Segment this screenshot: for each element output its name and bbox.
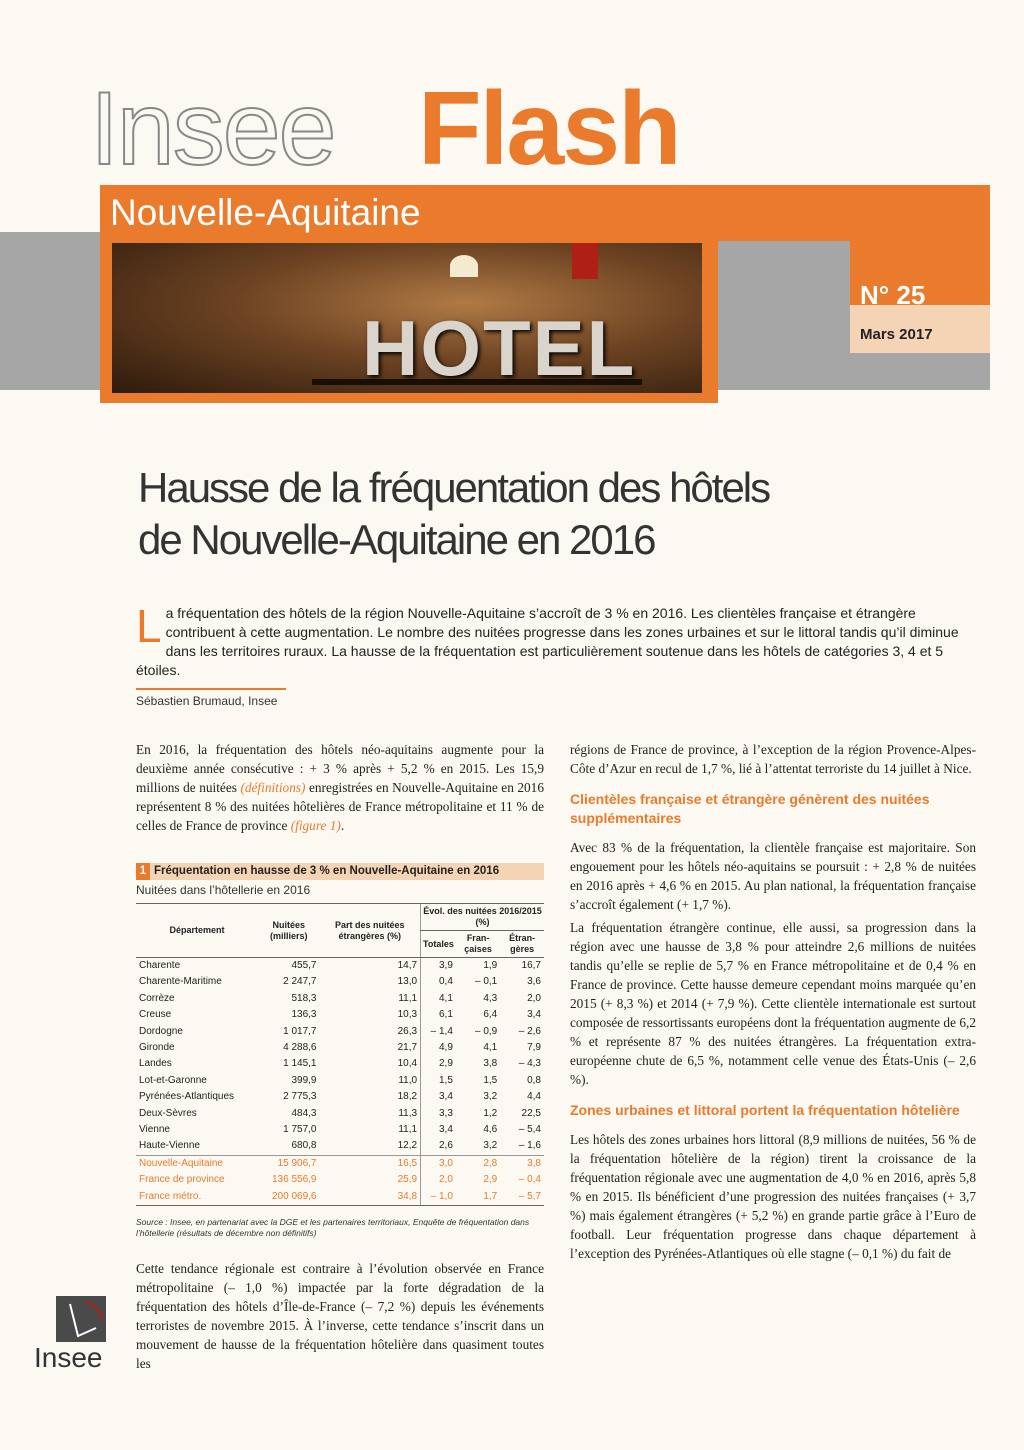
table-cell: 3,4 — [421, 1122, 456, 1138]
insee-logo-icon — [56, 1296, 106, 1342]
table-row — [136, 1040, 544, 1056]
table-cell-dept: Vienne — [139, 1124, 170, 1136]
table-cell: 4,4 — [527, 1091, 541, 1103]
author: Sébastien Brumaud, Insee — [136, 694, 278, 708]
col-header-francaises: Fran-çaises — [456, 931, 500, 958]
paragraph: Avec 83 % de la fréquentation, la clientèle française est majoritaire. Son engouement pour les hôtels néo-aquitains se poursuit : + 2,8 % de nuitées en 2016 après + 4,6 % en 2015. Au plan national, la fréquentation française s’accroît également (+ 1,7 %). — [570, 840, 976, 912]
paragraph: Les hôtels des zones urbaines hors littoral (8,9 millions de nuitées, 56 % de la fréquentation hôtelière de la région) tirent la croissance de la fréquentation régionale avec une augmentation de 4,0 % en 2016, après 5,8 % en 2015. Ils bénéficient d’une progression des nuitées françaises (+ 3,7 %) mais également étrangères (+ 5,2 %) en grande partie grâce à l’Euro de football. Leur fréquentation progresse dans chaque département à l’exception des Pyrénées-Atlantiques où elle stagne (– 0,1 %) du fait de — [570, 1132, 976, 1261]
figure-subtitle: Nuitées dans l’hôtellerie en 2016 — [136, 883, 311, 897]
table-row — [136, 1089, 544, 1105]
table-cell: 1 757,0 — [283, 1124, 317, 1136]
table-cell: 1,9 — [483, 960, 498, 971]
table-cell-dept: France de province — [139, 1174, 225, 1186]
table-cell: – 1,0 — [421, 1189, 456, 1206]
table-cell: 0,4 — [421, 974, 456, 990]
table-cell: 4,3 — [483, 992, 498, 1004]
table-cell: 2,0 — [421, 1172, 456, 1188]
table-row — [136, 1024, 544, 1040]
table-cell: 399,9 — [291, 1074, 317, 1086]
table-cell: – 5,7 — [500, 1189, 544, 1206]
table-cell: 22,5 — [521, 1107, 541, 1119]
table-cell: – 1,4 — [421, 1024, 456, 1040]
intro-dropcap: L — [136, 600, 162, 652]
issue-number: N° 25 — [860, 280, 926, 310]
paragraph: La fréquentation étrangère continue, elle aussi, sa progression dans la région avec une hausse de 3,8 % pour atteindre 2,6 millions de nuitées tandis qu’elle se replie de 5,7 % en France métropolitaine et de 0,4 % en France de province. Cette hausse demeure cependant moins marquée qu’en 2015 (+ 8,3 %) et 2014 (+ 7,9 %). Cette clientèle internationale est surtout composée de ressortissants européens dont la fréquentation augmente de 6,2 % et représente 87 % des nuitées étrangères. La fréquentation extra-européenne chute de 6,5 %, notamment celle venue des États-Unis (– 2,6 %). — [570, 920, 976, 1087]
table-cell: 4 288,6 — [283, 1042, 317, 1054]
table-cell: 2,9 — [483, 1174, 498, 1186]
photo-hotel-sign: HOTEL — [362, 304, 637, 392]
table-cell-dept: Creuse — [139, 1009, 172, 1021]
brand-insee: Insee — [90, 71, 335, 187]
table-cell: 2 775,3 — [283, 1091, 317, 1103]
table-cell: – 4,3 — [518, 1058, 541, 1070]
table-cell: 14,7 — [397, 960, 418, 971]
intro-divider — [136, 688, 286, 690]
table-cell: 3,9 — [421, 958, 456, 975]
table-cell: 11,3 — [398, 1107, 418, 1119]
table-cell: 3,6 — [527, 976, 541, 988]
title-line-2: de Nouvelle-Aquitaine en 2016 — [138, 516, 655, 563]
figure-1-link[interactable]: (figure 1) — [290, 818, 341, 833]
red-lamp-icon — [572, 243, 598, 279]
table-cell: 2,0 — [527, 992, 541, 1004]
table-cell: 1,5 — [421, 1073, 456, 1089]
table-cell: 1,2 — [483, 1107, 498, 1119]
col-header-dept: Département — [136, 904, 258, 958]
table-cell: 10,4 — [397, 1058, 418, 1070]
table-cell: 455,7 — [291, 960, 317, 971]
table-cell-dept: Gironde — [139, 1042, 175, 1054]
section-heading-zones: Zones urbaines et littoral portent la fréquentation hôtelière — [570, 1102, 960, 1118]
col-header-totales: Totales — [421, 931, 456, 958]
col-header-etrangeres: Étran-gères — [500, 931, 544, 958]
table-row — [136, 1007, 544, 1023]
title-line-1: Hausse de la fréquentation des hôtels — [138, 464, 770, 511]
right-column — [570, 740, 976, 1267]
table-cell: 15 906,7 — [258, 1155, 320, 1172]
region-name: Nouvelle-Aquitaine — [110, 192, 421, 233]
figure-source: Source : Insee, en partenariat avec la DGE et les partenaires territoriaux, Enquête de fréquentation dans l’hôtellerie (résultats de décembre non définitifs) — [136, 1217, 530, 1238]
brand-flash: Flash — [418, 71, 680, 187]
table-cell: 1 145,1 — [283, 1058, 317, 1070]
table-cell: 4,6 — [483, 1124, 498, 1136]
table-cell: 26,3 — [397, 1025, 418, 1037]
table-cell: 680,8 — [291, 1140, 317, 1152]
table-cell: 10,3 — [397, 1009, 418, 1021]
table-cell: – 0,4 — [518, 1174, 541, 1186]
left-column-top — [136, 740, 544, 839]
table-cell: 18,2 — [397, 1091, 418, 1103]
table-cell: 34,8 — [320, 1189, 421, 1206]
table-cell: 2 247,7 — [283, 976, 317, 988]
table-cell: 1,5 — [483, 1074, 498, 1086]
col-header-part: Part des nuitées étrangères (%) — [320, 904, 421, 958]
table-row — [136, 1189, 544, 1206]
figure-title-text: Fréquentation en hausse de 3 % en Nouvelle-Aquitaine en 2016 — [154, 865, 500, 877]
intro-paragraph — [136, 600, 972, 680]
hotel-photo — [112, 243, 702, 393]
table-cell: 3,3 — [421, 1106, 456, 1122]
table-cell: 136 556,9 — [272, 1174, 317, 1186]
table-cell-dept: Pyrénées-Atlantiques — [139, 1091, 235, 1103]
table-cell: 484,3 — [291, 1107, 317, 1119]
table-cell-dept: Charente — [139, 960, 181, 971]
text-segment: enregistrées en Nouvelle-Aquitaine en 2016 représentent 8 % des nuitées hôtelières de France métropolitaine et 11 % de celles de France de province — [136, 780, 544, 833]
table-cell: 13,0 — [397, 976, 418, 988]
table-row — [136, 974, 544, 990]
table-cell: 0,8 — [527, 1074, 541, 1086]
table-cell: 11,1 — [398, 1124, 418, 1136]
table-row — [136, 1056, 544, 1072]
section-heading-clienteles: Clientèles française et étrangère génèrent des nuitées supplémentaires — [570, 791, 930, 826]
table-cell: 4,9 — [421, 1040, 456, 1056]
left-column-bottom — [136, 1259, 544, 1377]
table-cell: 518,3 — [291, 992, 317, 1004]
table-row — [136, 1138, 544, 1155]
lamp-icon — [450, 255, 478, 277]
table-row — [136, 1155, 544, 1172]
table-cell: 7,9 — [527, 1042, 541, 1054]
table-cell: 3,2 — [483, 1091, 498, 1103]
table-cell-dept: Charente-Maritime — [139, 976, 222, 988]
figure-number: 1 — [136, 863, 150, 880]
table-row — [136, 991, 544, 1007]
table-cell: – 0,1 — [475, 976, 498, 988]
table-cell: 3,4 — [527, 1009, 541, 1021]
table-cell: 200 069,6 — [258, 1189, 320, 1206]
table-cell: 11,1 — [398, 992, 418, 1004]
table-cell-dept: Haute-Vienne — [139, 1140, 200, 1152]
table-cell: 3,2 — [483, 1140, 498, 1152]
text-segment: . — [340, 818, 345, 833]
table-cell: 16,7 — [521, 960, 541, 971]
table-cell: 11,0 — [398, 1074, 418, 1086]
table-cell: 16,5 — [320, 1155, 421, 1172]
table-cell: – 0,9 — [475, 1025, 498, 1037]
table-cell: 6,1 — [421, 1007, 456, 1023]
table-row — [136, 958, 544, 975]
issue-date: Mars 2017 — [860, 326, 933, 343]
col-header-evol: Évol. des nuitées 2016/2015 (%) — [421, 904, 544, 931]
table-cell: 3,0 — [421, 1155, 456, 1172]
table-row — [136, 1106, 544, 1122]
table-cell: – 1,6 — [518, 1140, 541, 1152]
table-row — [136, 1172, 544, 1188]
table-row — [136, 1122, 544, 1138]
table-cell: 2,9 — [421, 1056, 456, 1072]
page-title — [138, 462, 858, 566]
table-cell: 2,6 — [421, 1138, 456, 1155]
table-cell: 12,2 — [397, 1140, 418, 1152]
figure-table — [136, 903, 544, 1206]
table-cell: 6,4 — [483, 1009, 498, 1021]
table-cell: 1,7 — [456, 1189, 500, 1206]
table-cell: 25,9 — [397, 1174, 418, 1186]
table-cell: 4,1 — [483, 1042, 498, 1054]
table-cell-dept: France métro. — [136, 1189, 258, 1206]
table-cell: – 2,6 — [518, 1025, 541, 1037]
table-cell: 3,8 — [483, 1058, 498, 1070]
text-segment: En 2016, la fréquentation des hôtels néo-aquitains augmente pour la deuxième année consécutive : + 3 % après + 5,2 % en 2015. Les 15,9 millions de nuitées — [136, 742, 544, 795]
table-cell-dept: Corrèze — [139, 992, 175, 1004]
insee-logo-text: Insee — [34, 1342, 103, 1373]
definitions-link[interactable]: (définitions) — [240, 780, 306, 795]
table-cell: 3,8 — [500, 1155, 544, 1172]
table-cell: 3,4 — [421, 1089, 456, 1105]
intro-text: a fréquentation des hôtels de la région Nouvelle-Aquitaine s’accroît de 3 % en 2016. Les clientèles française et étrangère contribuent à cette augmentation. Le nombre des nuitées progresse dans les zones urbaines et sur le littoral tandis qu’il diminue dans les territoires ruraux. La hausse de la fréquentation est particulièrement soutenue dans les hôtels de catégories 3, 4 et 5 étoiles. — [136, 605, 959, 678]
table-cell: – 5,4 — [518, 1124, 541, 1136]
table-cell: 2,8 — [456, 1155, 500, 1172]
table-cell-dept: Landes — [139, 1058, 172, 1070]
paragraph: Cette tendance régionale est contraire à l’évolution observée en France métropolitaine (– 1,0 %) impactée par la forte dégradation de la fréquentation des hôtels d’Île-de-France (– 7,2 %) depuis les événements terroristes de novembre 2015. À l’inverse, cette tendance s’inscrit dans un mouvement de hausse de la fréquentation hôtelière dans quasiment toutes les — [136, 1261, 544, 1371]
paragraph — [136, 740, 544, 835]
figure-title — [136, 863, 544, 880]
table-row — [136, 1073, 544, 1089]
logo-mark-icon — [56, 1296, 106, 1342]
table-cell-dept: Lot-et-Garonne — [139, 1074, 207, 1086]
paragraph: régions de France de province, à l’exception de la région Provence-Alpes-Côte d’Azur en recul de 1,7 %, lié à l’attentat terroriste du 14 juillet à Nice. — [570, 742, 976, 776]
table-cell-dept: Dordogne — [139, 1025, 183, 1037]
table-cell-dept: Deux-Sèvres — [139, 1107, 197, 1119]
table-cell: 21,7 — [397, 1042, 418, 1054]
table-cell: 136,3 — [291, 1009, 317, 1021]
table-cell-dept: Nouvelle-Aquitaine — [136, 1155, 258, 1172]
col-header-nuitees: Nuitées (milliers) — [258, 904, 320, 958]
table-cell: 4,1 — [421, 991, 456, 1007]
table-cell: 1 017,7 — [283, 1025, 317, 1037]
